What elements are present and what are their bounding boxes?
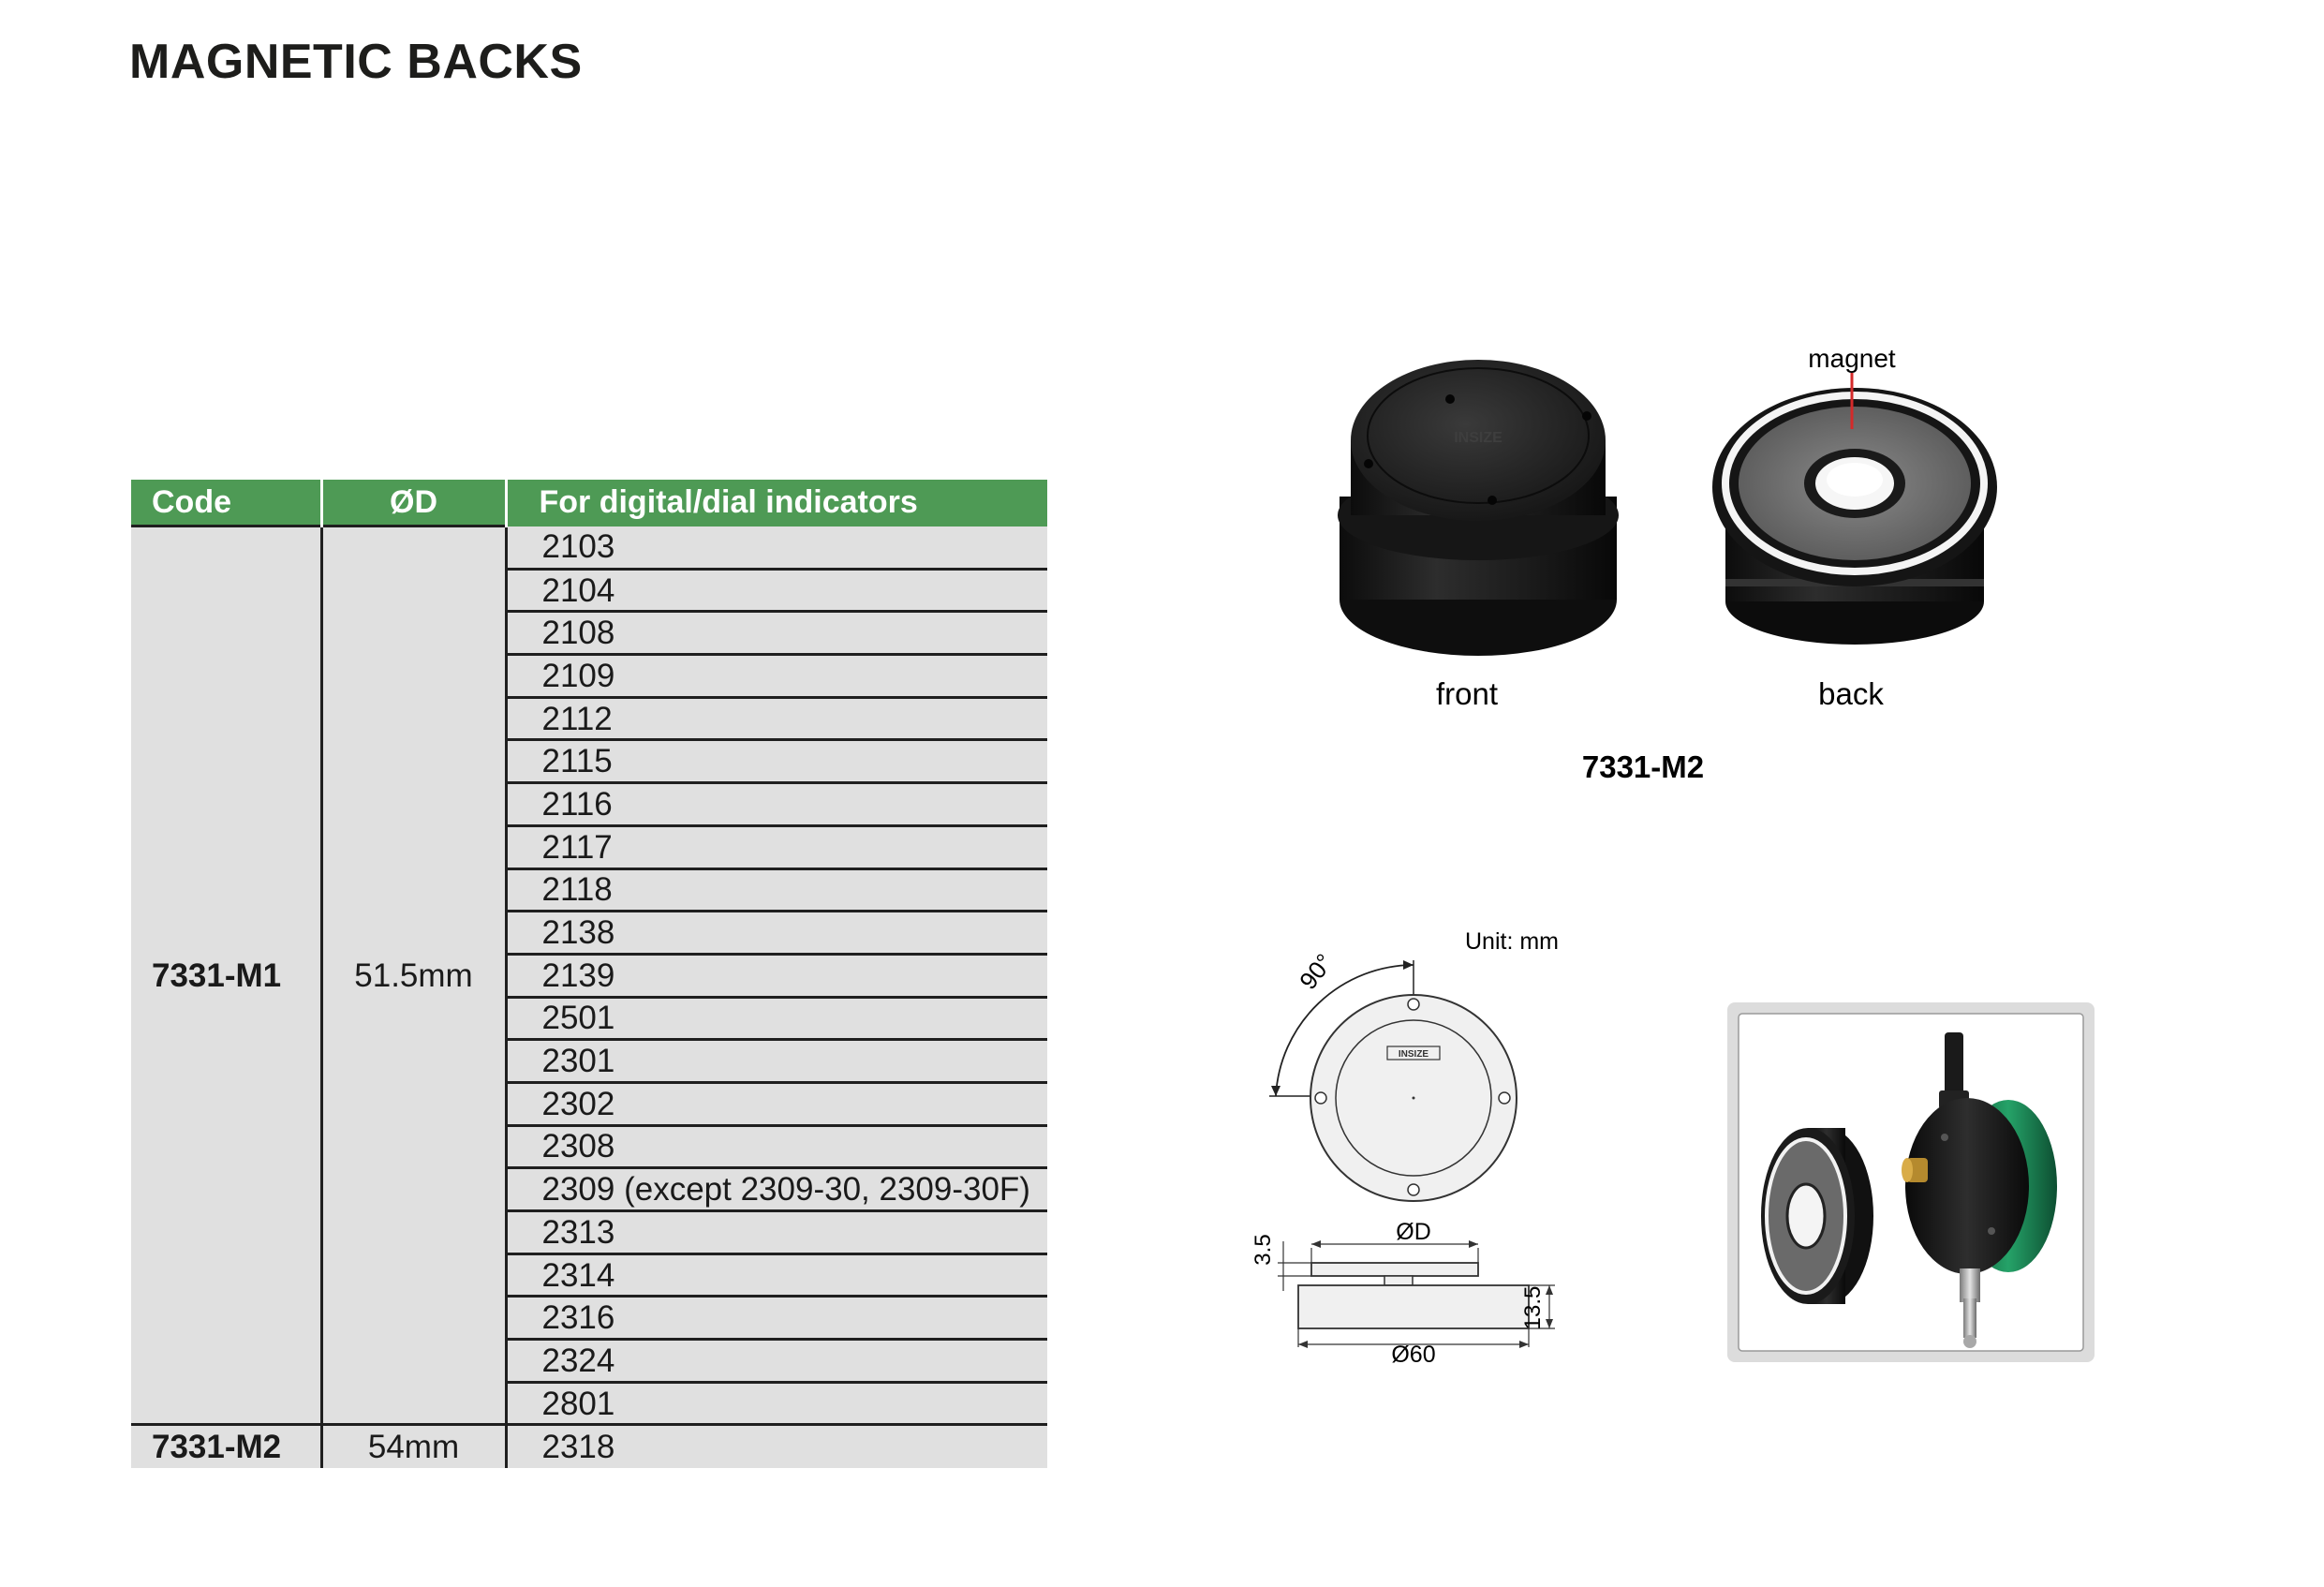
indicator-cell: 2501 bbox=[506, 997, 1047, 1040]
indicator-cell: 2109 bbox=[506, 655, 1047, 698]
model-caption: 7331-M2 bbox=[1581, 749, 1705, 784]
dimension-drawing bbox=[1236, 918, 1611, 1387]
code-cell: 7331-M1 bbox=[131, 527, 321, 1425]
indicator-cell: 2313 bbox=[506, 1211, 1047, 1254]
product-photos bbox=[1293, 337, 2042, 806]
indicator-cell: 2138 bbox=[506, 912, 1047, 955]
table-row bbox=[131, 527, 1047, 570]
drawing-logo-lettering: INSIZE bbox=[1398, 1049, 1429, 1060]
indicator-cell: 2314 bbox=[506, 1253, 1047, 1297]
diameter-cell: 54mm bbox=[321, 1425, 506, 1468]
header-indicators: For digital/dial indicators bbox=[506, 480, 1047, 527]
table-header-row bbox=[131, 480, 1047, 527]
header-diameter: ØD bbox=[321, 480, 506, 527]
indicator-cell: 2112 bbox=[506, 697, 1047, 740]
back-magnetic-back-photo bbox=[1712, 388, 1997, 645]
table-body bbox=[131, 527, 1047, 1468]
indicator-cell: 2117 bbox=[506, 825, 1047, 868]
dim-thin-label: 3.5 bbox=[1251, 1234, 1276, 1266]
indicator-cell: 2301 bbox=[506, 1040, 1047, 1083]
table-row bbox=[131, 1425, 1047, 1468]
indicator-cell: 2104 bbox=[506, 569, 1047, 612]
front-magnetic-back-photo bbox=[1338, 360, 1619, 656]
front-caption: front bbox=[1435, 676, 1499, 711]
indicator-cell: 2115 bbox=[506, 740, 1047, 783]
dim-bottom-label: Ø60 bbox=[1391, 1342, 1436, 1368]
indicator-cell: 2316 bbox=[506, 1297, 1047, 1340]
indicator-cell: 2302 bbox=[506, 1082, 1047, 1125]
page-title: MAGNETIC BACKS bbox=[129, 35, 583, 89]
dim-height-label: 13.5 bbox=[1520, 1285, 1546, 1330]
indicator-cell: 2318 bbox=[506, 1425, 1047, 1468]
code-cell: 7331-M2 bbox=[131, 1425, 321, 1468]
indicator-cell: 2108 bbox=[506, 612, 1047, 655]
indicator-cell: 2116 bbox=[506, 783, 1047, 826]
application-photo bbox=[1724, 999, 2098, 1366]
header-code: Code bbox=[131, 480, 321, 527]
back-caption: back bbox=[1818, 676, 1884, 711]
indicator-cell: 2309 (except 2309-30, 2309-30F) bbox=[506, 1168, 1047, 1211]
indicator-cell: 2308 bbox=[506, 1125, 1047, 1168]
unit-label: Unit: mm bbox=[1465, 928, 1559, 955]
indicator-cell: 2118 bbox=[506, 868, 1047, 912]
indicator-cell: 2139 bbox=[506, 954, 1047, 997]
indicator-cell: 2801 bbox=[506, 1382, 1047, 1425]
indicator-cell: 2324 bbox=[506, 1340, 1047, 1383]
magnet-callout-label: magnet bbox=[1808, 344, 1896, 373]
spec-table bbox=[131, 480, 1047, 1468]
diameter-cell: 51.5mm bbox=[321, 527, 506, 1425]
dim-top-label: ØD bbox=[1396, 1219, 1431, 1245]
magnetic-back-detached bbox=[1761, 1128, 1873, 1304]
front-logo-lettering: INSIZE bbox=[1454, 430, 1502, 446]
indicator-cell: 2103 bbox=[506, 527, 1047, 570]
angle-label: 90° bbox=[1294, 948, 1339, 995]
